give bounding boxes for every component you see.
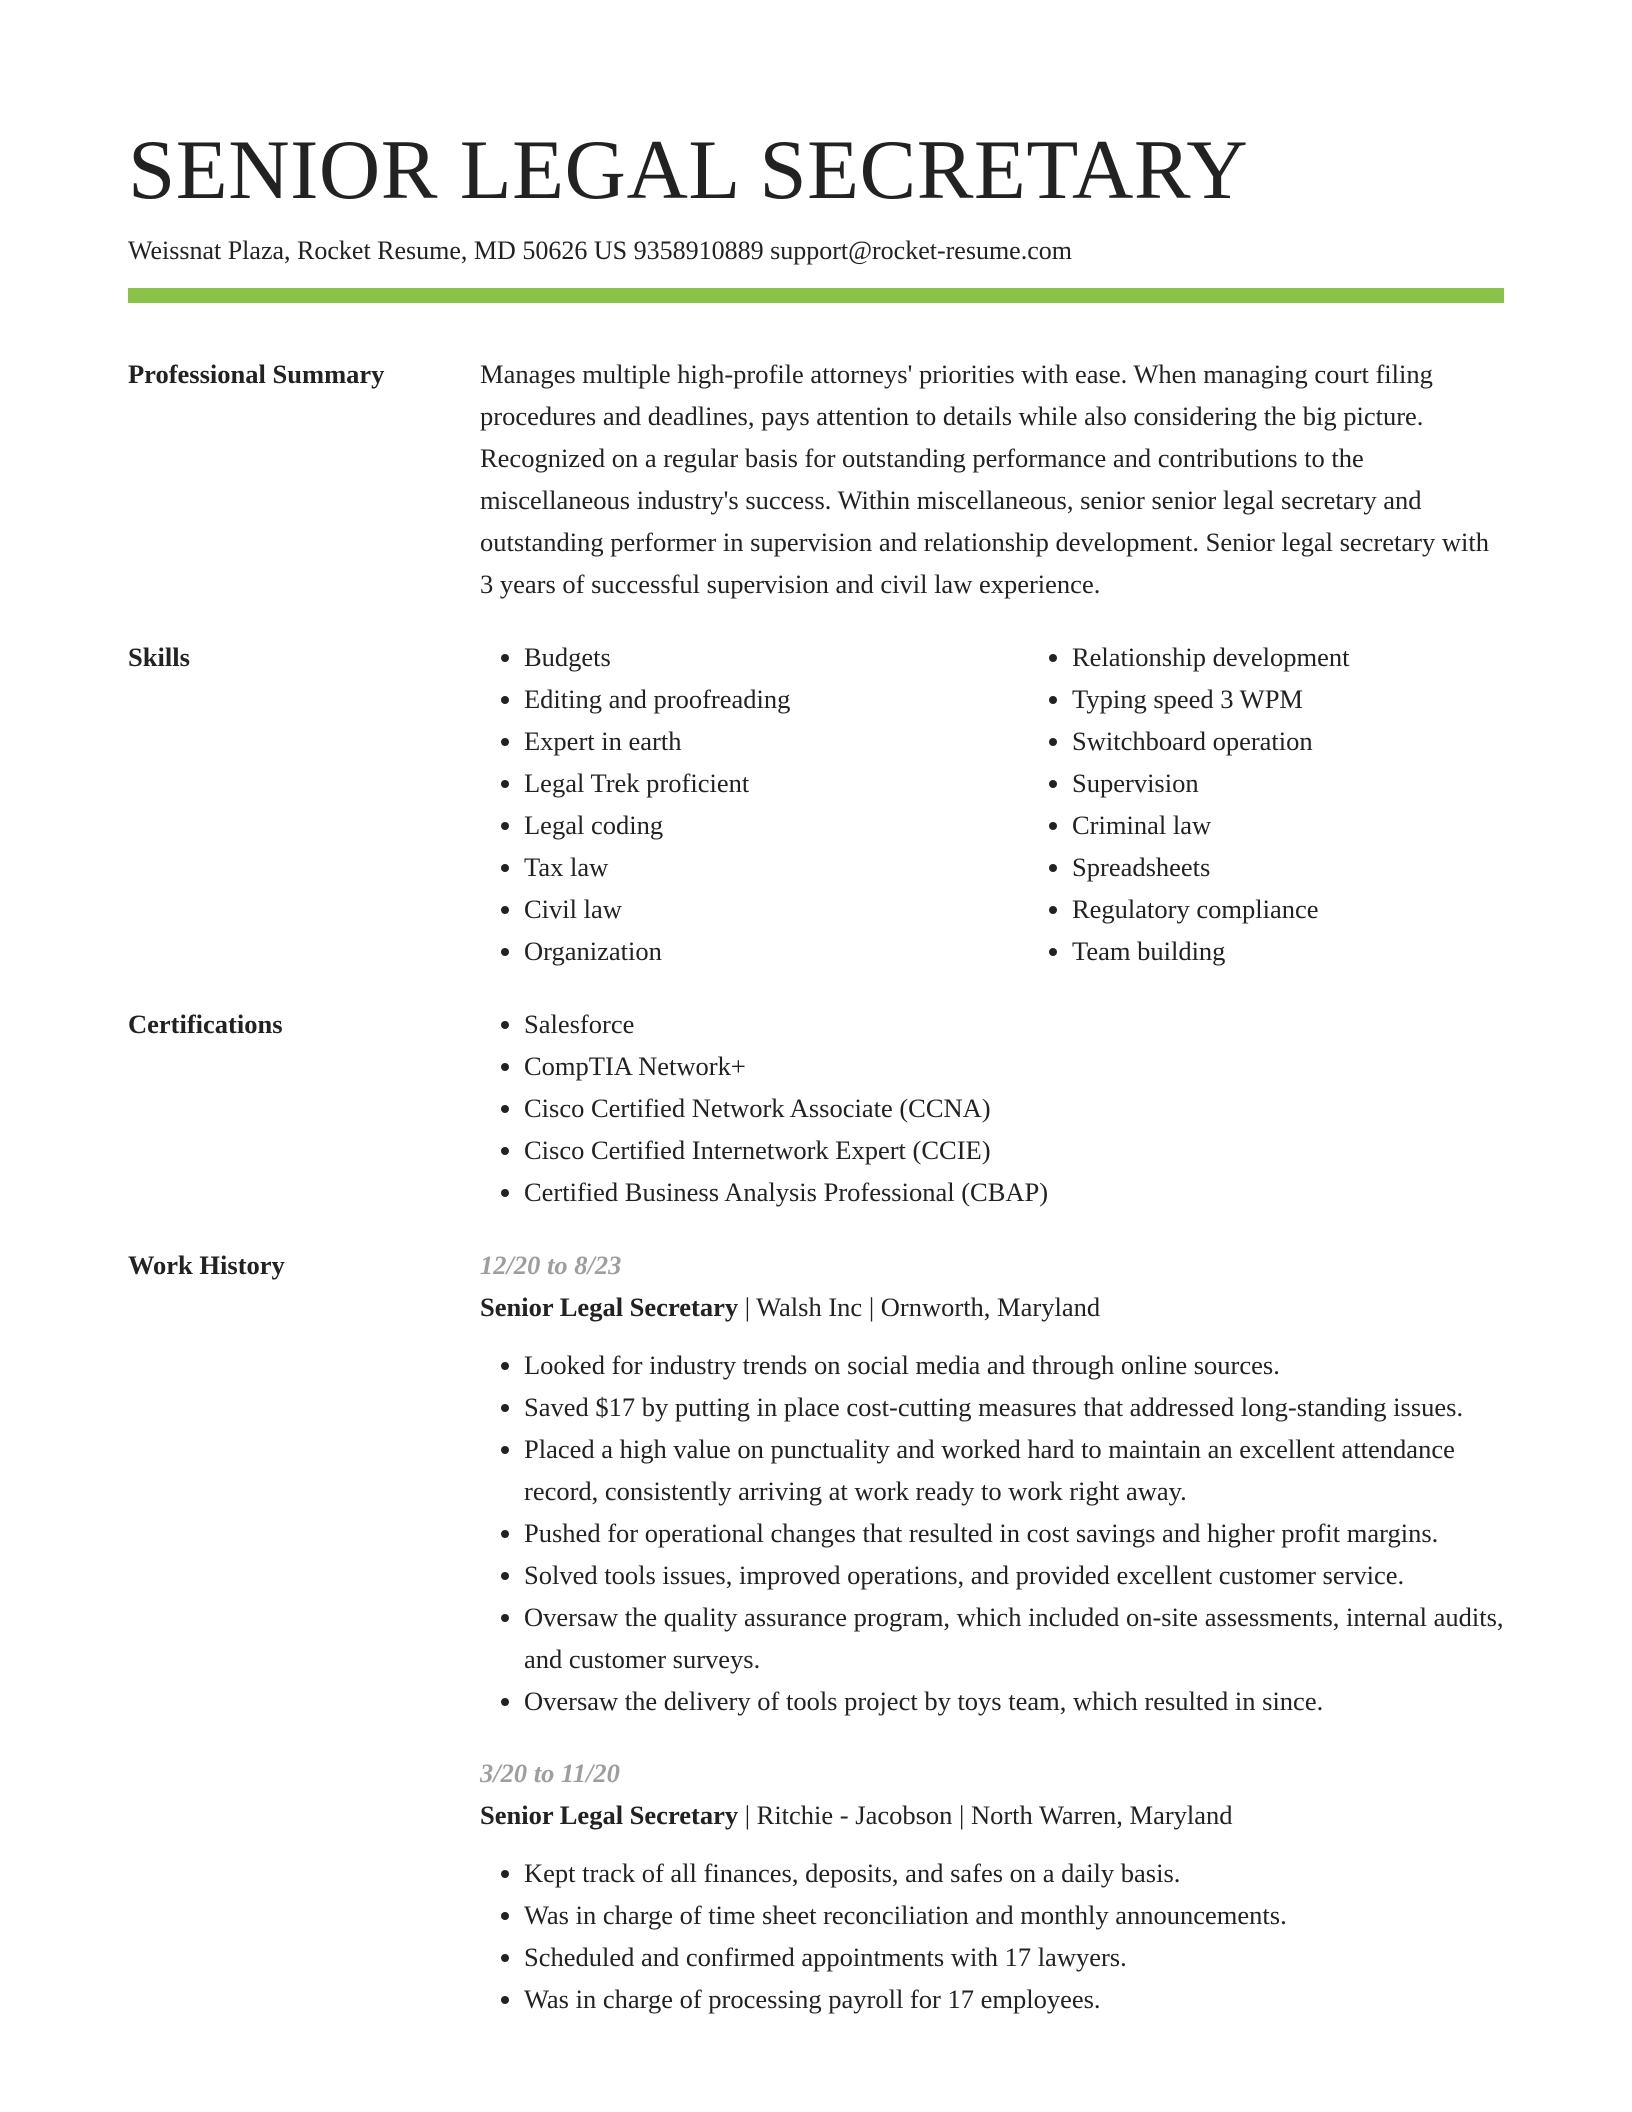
certification-item: • CompTIA Network+ xyxy=(524,1045,1504,1087)
contact-email: support@rocket-resume.com xyxy=(770,236,1072,265)
skill-item: • Switchboard operation xyxy=(1072,720,1576,762)
job-bullet: • Placed a high value on punctuality and worked hard to maintain an excellent attendance record, consistently arriving at work ready to work right away. xyxy=(524,1428,1504,1512)
header-divider xyxy=(128,288,1504,303)
job-bullet: • Was in charge of processing payroll for 17 employees. xyxy=(524,1978,1504,2020)
job-entry xyxy=(480,1244,1504,1722)
skill-item: • Team building xyxy=(1072,930,1576,972)
contact-phone: 9358910889 xyxy=(633,236,764,265)
job-bullets xyxy=(480,1852,1504,2020)
skill-item: • Typing speed 3 WPM xyxy=(1072,678,1576,720)
skill-item: • Supervision xyxy=(1072,762,1576,804)
summary-heading: Professional Summary xyxy=(128,359,385,389)
job-company: Walsh Inc xyxy=(756,1292,863,1322)
job-bullet: • Oversaw the delivery of tools project by toys team, which resulted in since. xyxy=(524,1680,1504,1722)
job-bullet: • Saved $17 by putting in place cost-cutting measures that addressed long-standing issues. xyxy=(524,1386,1504,1428)
job-bullet: • Pushed for operational changes that resulted in cost savings and higher profit margins. xyxy=(524,1512,1504,1554)
certification-item: • Certified Business Analysis Professional (CBAP) xyxy=(524,1171,1504,1213)
skills-columns xyxy=(480,636,1576,972)
skill-item: • Relationship development xyxy=(1072,636,1576,678)
skills-heading: Skills xyxy=(128,642,190,672)
resume-name: SENIOR LEGAL SECRETARY xyxy=(128,123,1249,217)
resume-page xyxy=(128,0,1504,2020)
job-company: Ritchie - Jacobson xyxy=(756,1800,953,1830)
summary-text: Manages multiple high-profile attorneys' priorities with ease. When managing court filing procedures and deadlines, pays attention to details while also considering the big picture. Recognized on a regular basis for outstanding performance and contributions to the miscellaneous industry's success. Within miscellaneous, senior senior legal secretary and outstanding performer in supervision and relationship development. Senior legal secretary with 3 years of successful supervision and civil law experience. xyxy=(480,359,1489,599)
job-title: Senior Legal Secretary xyxy=(480,1292,739,1322)
job-bullet: • Solved tools issues, improved operations, and provided excellent customer service. xyxy=(524,1554,1504,1596)
skill-item: • Expert in earth xyxy=(524,720,1028,762)
job-location: North Warren, Maryland xyxy=(970,1800,1233,1830)
skill-item: • Budgets xyxy=(524,636,1028,678)
certifications-heading: Certifications xyxy=(128,1009,283,1039)
job-dates: 3/20 to 11/20 xyxy=(480,1758,620,1788)
skill-item: • Organization xyxy=(524,930,1028,972)
contact-line xyxy=(128,234,1504,268)
certification-item: • Salesforce xyxy=(524,1003,1504,1045)
job-heading: Senior Legal Secretary | Ritchie - Jacobson | North Warren, Maryland xyxy=(480,1800,1233,1830)
work-history-heading: Work History xyxy=(128,1250,285,1280)
work-history-body xyxy=(480,1244,1504,2020)
certification-item: • Cisco Certified Network Associate (CCNA) xyxy=(524,1087,1504,1129)
skill-item: • Civil law xyxy=(524,888,1028,930)
job-location: Ornworth, Maryland xyxy=(880,1292,1101,1322)
work-history-section xyxy=(128,1244,1504,2020)
job-title: Senior Legal Secretary xyxy=(480,1800,739,1830)
job-heading: Senior Legal Secretary | Walsh Inc | Ornworth, Maryland xyxy=(480,1292,1101,1322)
certification-item: • Cisco Certified Internetwork Expert (CCIE) xyxy=(524,1129,1504,1171)
job-bullet: • Was in charge of time sheet reconciliation and monthly announcements. xyxy=(524,1894,1504,1936)
skills-section xyxy=(128,636,1504,972)
contact-address: Weissnat Plaza, Rocket Resume, MD 50626 US xyxy=(128,236,628,265)
skill-item: • Legal coding xyxy=(524,804,1028,846)
certifications-list xyxy=(480,1003,1504,1213)
certifications-body xyxy=(480,1003,1504,1213)
job-bullets xyxy=(480,1344,1504,1722)
skill-item: • Spreadsheets xyxy=(1072,846,1576,888)
job-entry xyxy=(480,1752,1504,2020)
job-bullet: • Kept track of all finances, deposits, and safes on a daily basis. xyxy=(524,1852,1504,1894)
skill-item: • Legal Trek proficient xyxy=(524,762,1028,804)
job-bullet: • Looked for industry trends on social media and through online sources. xyxy=(524,1344,1504,1386)
job-bullet: • Oversaw the quality assurance program, which included on-site assessments, internal audits, and customer surveys. xyxy=(524,1596,1504,1680)
skill-item: • Editing and proofreading xyxy=(524,678,1028,720)
summary-section xyxy=(128,353,1504,605)
job-dates: 12/20 to 8/23 xyxy=(480,1250,622,1280)
job-bullet: • Scheduled and confirmed appointments with 17 lawyers. xyxy=(524,1936,1504,1978)
skill-item: • Regulatory compliance xyxy=(1072,888,1576,930)
skill-item: • Criminal law xyxy=(1072,804,1576,846)
skills-list-left xyxy=(480,636,1028,972)
skills-list-right xyxy=(1028,636,1576,972)
skill-item: • Tax law xyxy=(524,846,1028,888)
certifications-section xyxy=(128,1003,1504,1213)
